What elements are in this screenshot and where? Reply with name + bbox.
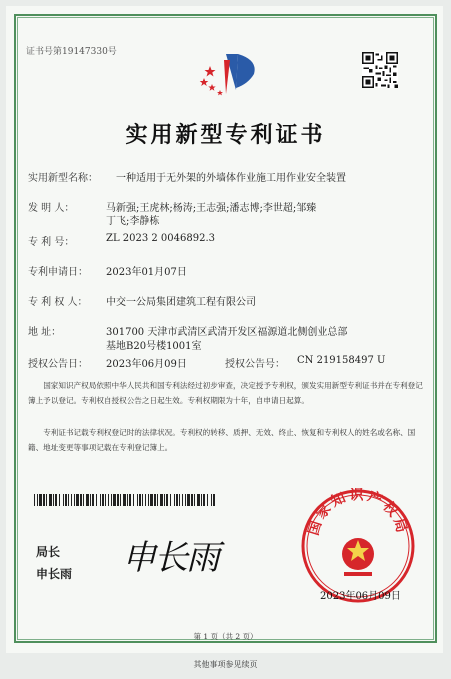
- grant-statement-paragraph: 国家知识产权局依照中华人民共和国专利法经过初步审查，决定授予专利权，颁发实用新型专利证书并在专利登记簿上予以登记。专利权自授权公告之日起生效。专利权期限为十年，自申请日起算。: [28, 381, 423, 405]
- qr-code: [362, 52, 398, 88]
- patent-number-label: 专 利 号：: [28, 237, 75, 248]
- patentee-value: 中交一公局集团建筑工程有限公司: [106, 297, 256, 308]
- signer-title: 局长: [36, 545, 61, 559]
- seal-date: 2023年06月09日: [320, 591, 401, 602]
- address-label: 地 址：: [28, 327, 62, 338]
- inventor-label: 发 明 人：: [28, 203, 75, 214]
- inventor-value-line2: 丁飞;李静栋: [106, 216, 160, 227]
- application-date-value: 2023年01月07日: [106, 267, 187, 278]
- utility-model-name-value: 一种适用于无外架的外墙体作业施工用作业安全装置: [116, 173, 346, 184]
- cnipa-logo: [196, 50, 268, 114]
- inventor-value-line1: 马新强;王虎林;杨涛;王志强;潘志博;李世超;邹臻: [106, 203, 317, 214]
- patent-number-value: ZL 2023 2 0046892.3: [106, 233, 216, 244]
- patentee-label: 专 利 权 人：: [28, 297, 88, 308]
- certificate-number: 证书号第19147330号: [26, 47, 117, 57]
- grant-date-value: 2023年06月09日: [106, 359, 187, 370]
- legal-status-paragraph: 专利证书记载专利权登记时的法律状况。专利权的转移、质押、无效、终止、恢复和专利权人的姓名或名称、国籍、地址变更等事项记载在专利登记簿上。: [28, 428, 416, 452]
- address-value-line1: 301700 天津市武清区武清开发区福源道北侧创业总部: [106, 327, 348, 338]
- certificate-title: 实用新型专利证书: [125, 122, 326, 148]
- utility-model-name-label: 实用新型名称：: [28, 173, 98, 184]
- footer-note: 其他事项参见续页: [193, 660, 258, 669]
- grant-date-label: 授权公告日：: [28, 359, 88, 370]
- barcode: [34, 494, 216, 506]
- signature: 申长雨: [122, 538, 218, 578]
- application-date-label: 专利申请日：: [28, 267, 88, 278]
- grant-number-label: 授权公告号：: [225, 359, 285, 370]
- signer-name: 申长雨: [36, 567, 73, 581]
- address-value-line2: 基地B20号楼1001室: [106, 341, 202, 352]
- page-info: 第 1 页（共 2 页）: [193, 632, 258, 641]
- svg-text:国家知识产权局: 国家知识产权局: [305, 488, 411, 538]
- grant-number-value: CN 219158497 U: [297, 355, 386, 366]
